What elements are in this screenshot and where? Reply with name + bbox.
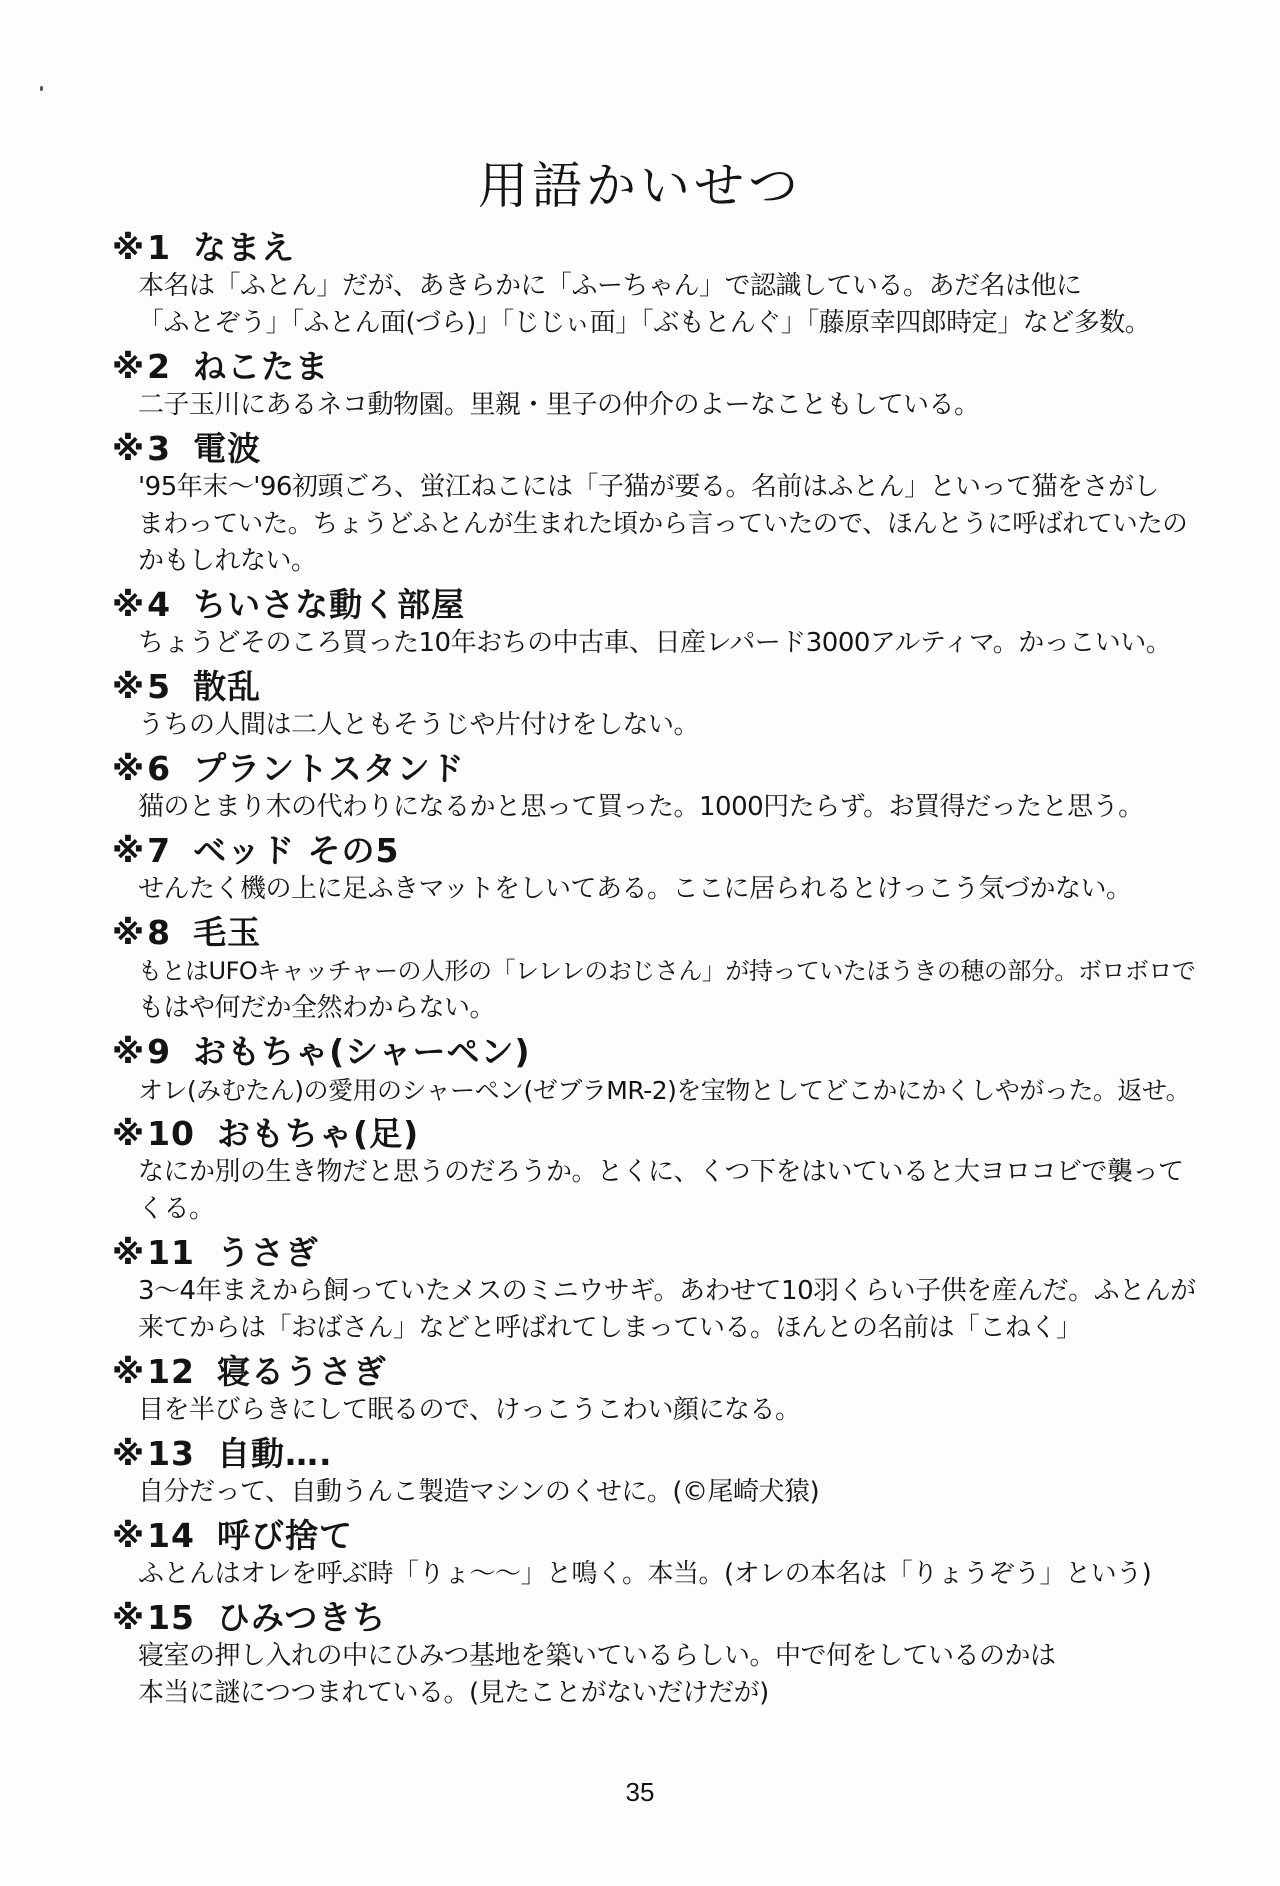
glossary-term: [112, 749, 1202, 789]
glossary-term: [112, 667, 1202, 707]
description-line: 自分だって、自動うんこ製造マシンのくせに。(©尾崎犬猿): [138, 1477, 820, 1507]
description-line: まわっていた。ちょうどふとんが生まれた頃から言っていたので、ほんとうに呼ばれていたの: [138, 509, 1188, 539]
description-line: せんたく機の上に足ふきマットをしいてある。ここに居られるとけっこう気づかない。: [138, 874, 1132, 904]
entry-number: 14: [147, 1516, 196, 1555]
description-line: 本当に謎につつまれている。(見たことがないだけだが): [138, 1678, 769, 1708]
glossary-term: [112, 831, 1202, 871]
description-line: 「ふとぞう」「ふとん面(づら)」「じじぃ面」「ぶもとんぐ」「藤原幸四郎時定」など多数。: [138, 308, 1151, 338]
entry-number: 10: [147, 1114, 196, 1153]
term-label: ねこたま: [193, 347, 330, 386]
page-number: 35: [625, 1777, 655, 1807]
description-line: 来てからは「おばさん」などと呼ばれてしまっている。ほんとの名前は「こねく」: [138, 1313, 1082, 1343]
term-label: 自動….: [217, 1434, 333, 1473]
description-line: 3〜4年まえから飼っていたメスのミニウサギ。あわせて10羽くらい子供を産んだ。ふとんが: [138, 1276, 1196, 1306]
glossary-entry: [112, 1032, 1202, 1109]
glossary-entry: [112, 749, 1202, 826]
glossary-entry: [112, 667, 1202, 744]
description-line: 寝室の押し入れの中にひみつ基地を築いているらしい。中で何をしているのかは: [138, 1641, 1056, 1671]
entry-number: 12: [147, 1352, 196, 1391]
term-description: [112, 1072, 1202, 1109]
description-line: くる。: [138, 1194, 215, 1224]
glossary-entry: [112, 585, 1202, 662]
term-description: [112, 1154, 1202, 1228]
reference-mark: ※: [112, 429, 146, 468]
term-description: [112, 707, 1202, 744]
term-description: [112, 789, 1202, 826]
glossary-term: [112, 1032, 1202, 1072]
entry-number: 3: [147, 429, 172, 468]
entry-number: 1: [147, 228, 172, 267]
glossary-entry: [112, 1233, 1202, 1347]
term-description: [112, 268, 1202, 342]
glossary-term: [112, 1352, 1202, 1392]
entry-number: 7: [147, 831, 172, 870]
glossary-term: [112, 429, 1202, 469]
description-line: もとはUFOキャッチャーの人形の「レレレのおじさん」が持っていたほうきの穂の部分。ボロボロで: [138, 957, 1196, 985]
glossary-term: [112, 347, 1202, 387]
description-line: 本名は「ふとん」だが、あきらかに「ふーちゃん」で認識している。あだ名は他に: [138, 271, 1082, 301]
reference-mark: ※: [112, 585, 146, 624]
term-label: 散乱: [193, 667, 262, 706]
term-label: おもちゃ(足): [217, 1114, 420, 1153]
glossary-term: [112, 1516, 1202, 1556]
reference-mark: ※: [112, 1233, 146, 1272]
term-label: 毛玉: [193, 913, 262, 952]
glossary-term: [112, 1233, 1202, 1273]
term-description: [112, 1392, 1202, 1429]
glossary-entry: [112, 429, 1202, 580]
reference-mark: ※: [112, 1114, 146, 1153]
term-description: [112, 1474, 1202, 1511]
entry-number: 4: [147, 585, 172, 624]
glossary-term: [112, 1434, 1202, 1474]
entry-number: 2: [147, 347, 172, 386]
entry-number: 8: [147, 913, 172, 952]
description-line: ふとんはオレを呼ぶ時「りょ〜〜」と鳴く。本当。(オレの本名は「りょうぞう」という): [138, 1559, 1152, 1589]
reference-mark: ※: [112, 1598, 146, 1637]
glossary-term: [112, 585, 1202, 625]
description-line: なにか別の生き物だと思うのだろうか。とくに、くつ下をはいていると大ヨロコビで襲って: [138, 1157, 1184, 1187]
glossary-entry: [112, 1114, 1202, 1228]
description-line: 猫のとまり木の代わりになるかと思って買った。1000円たらず。お買得だったと思う。: [138, 792, 1144, 822]
term-label: プラントスタンド: [193, 749, 465, 788]
glossary-term: [112, 228, 1202, 268]
glossary-entry: [112, 913, 1202, 1027]
page-title: 用語かいせつ: [478, 156, 802, 215]
term-label: ベッド その5: [193, 831, 400, 870]
description-line: もはや何だか全然わからない。: [138, 993, 496, 1023]
entry-number: 13: [147, 1434, 196, 1473]
description-line: うちの人間は二人ともそうじや片付けをしない。: [138, 710, 700, 740]
glossary-entry: [112, 1516, 1202, 1593]
entry-number: 6: [147, 749, 172, 788]
description-line: オレ(みむたん)の愛用のシャーペン(ゼブラMR-2)を宝物としてどこかにかくしやがった。返せ。: [138, 1076, 1191, 1105]
reference-mark: ※: [112, 347, 146, 386]
reference-mark: ※: [112, 1434, 146, 1473]
reference-mark: ※: [112, 913, 146, 952]
glossary-list: [112, 228, 1202, 1717]
glossary-term: [112, 913, 1202, 953]
description-line: '95年末〜'96初頭ごろ、蛍江ねこには「子猫が要る。名前はふとん」といって猫をさがし: [138, 472, 1159, 502]
description-line: 二子玉川にあるネコ動物園。里親・里子の仲介のよーなこともしている。: [138, 390, 980, 420]
glossary-entry: [112, 831, 1202, 908]
reference-mark: ※: [112, 1032, 146, 1071]
term-description: [112, 953, 1202, 1027]
term-description: [112, 1556, 1202, 1593]
entry-number: 9: [147, 1032, 172, 1071]
term-label: ひみつきち: [217, 1598, 387, 1637]
term-label: 電波: [193, 429, 262, 468]
term-description: [112, 1273, 1202, 1347]
term-label: なまえ: [193, 228, 296, 267]
description-line: 目を半びらきにして眠るので、けっこうこわい顔になる。: [138, 1395, 801, 1425]
glossary-entry: [112, 1434, 1202, 1511]
reference-mark: ※: [112, 667, 146, 706]
term-label: 寝るうさぎ: [217, 1352, 388, 1391]
term-label: 呼び捨て: [217, 1516, 354, 1555]
glossary-entry: [112, 347, 1202, 424]
reference-mark: ※: [112, 1352, 146, 1391]
ink-speck: [40, 86, 43, 91]
glossary-term: [112, 1114, 1202, 1154]
term-description: [112, 469, 1202, 580]
reference-mark: ※: [112, 228, 146, 267]
glossary-entry: [112, 1598, 1202, 1712]
entry-number: 15: [147, 1598, 196, 1637]
description-line: ちょうどそのころ買った10年おちの中古車、日産レパード3000アルティマ。かっこいい。: [138, 628, 1172, 658]
term-description: [112, 1638, 1202, 1712]
term-label: うさぎ: [217, 1233, 320, 1272]
reference-mark: ※: [112, 749, 146, 788]
glossary-entry: [112, 228, 1202, 342]
glossary-term: [112, 1598, 1202, 1638]
term-label: ちいさな動く部屋: [193, 585, 466, 624]
reference-mark: ※: [112, 831, 146, 870]
term-description: [112, 625, 1202, 662]
reference-mark: ※: [112, 1516, 146, 1555]
entry-number: 11: [147, 1233, 196, 1272]
term-description: [112, 387, 1202, 424]
term-description: [112, 871, 1202, 908]
glossary-entry: [112, 1352, 1202, 1429]
description-line: かもしれない。: [138, 546, 317, 576]
term-label: おもちゃ(シャーペン): [193, 1032, 531, 1071]
entry-number: 5: [147, 667, 172, 706]
